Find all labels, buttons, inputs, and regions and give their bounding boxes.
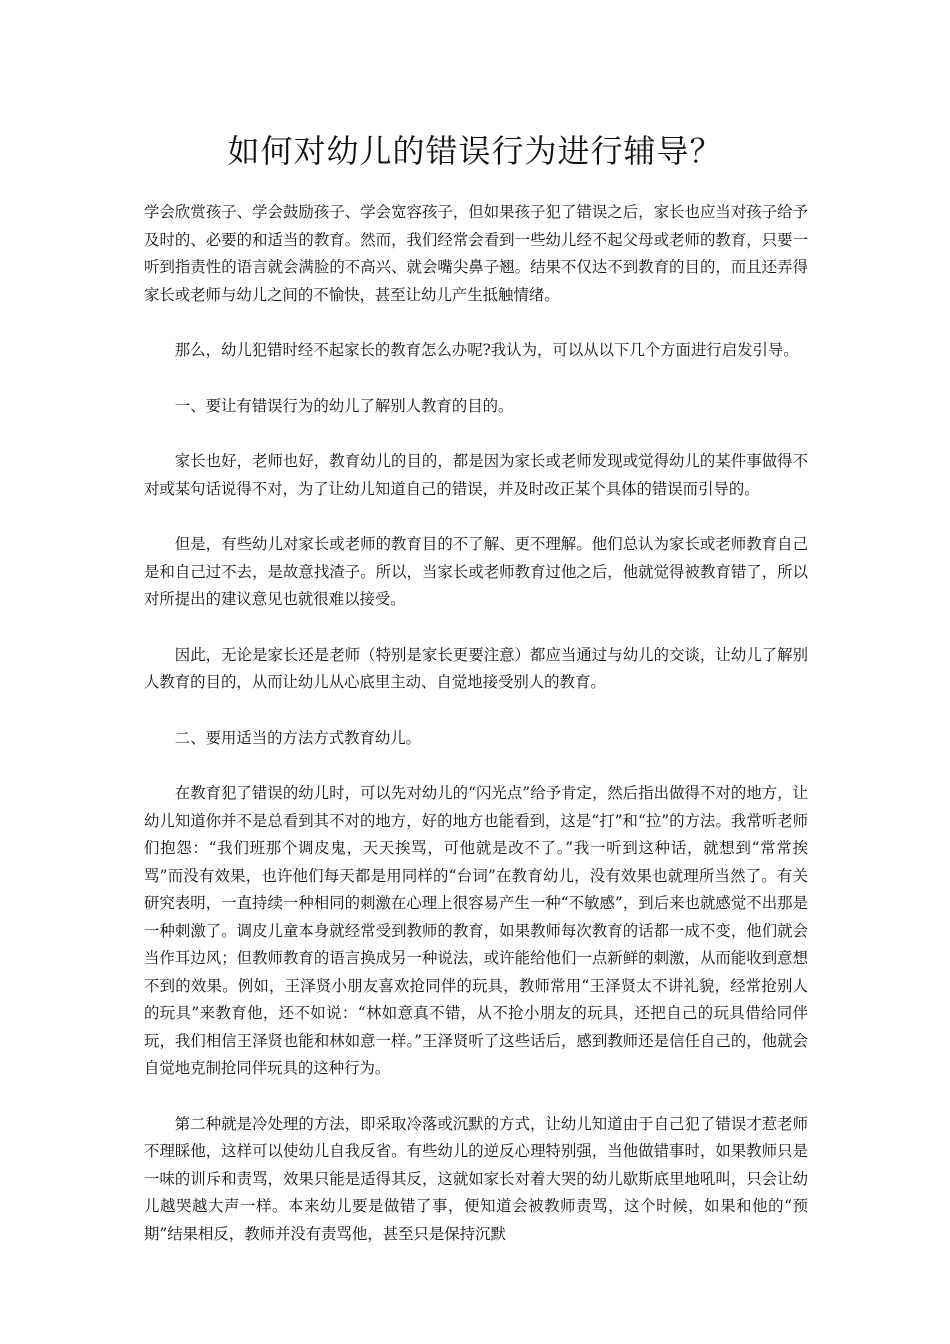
- body-paragraph: 但是，有些幼儿对家长或老师的教育目的不了解、更不理解。他们总认为家长或老师教育自己是和自己过不去，是故意找渣子。所以，当家长或老师教育过他之后，他就觉得被教育错了，所以对所提出的建议意见也就很难以接受。: [144, 535, 808, 608]
- intro-paragraph: 学会欣赏孩子、学会鼓励孩子、学会宽容孩子，但如果孩子犯了错误之后，家长也应当对孩子给予及时的、必要的和适当的教育。然而，我们经常会看到一些幼儿经不起父母或老师的教育，只要一听到指责性的语言就会满脸的不高兴、就会嘴尖鼻子翘。结果不仅达不到教育的目的，而且还弄得家长或老师与幼儿之间的不愉快，甚至让幼儿产生抵触情绪。: [144, 203, 808, 304]
- section-heading-1: 一、要让有错误行为的幼儿了解别人教育的目的。: [174, 396, 514, 415]
- section-heading-2: 二、要用适当的方法方式教育幼儿。: [174, 728, 422, 747]
- body-paragraph: 家长也好，老师也好，教育幼儿的目的，都是因为家长或老师发现或觉得幼儿的某件事做得不对或某句话说得不对，为了让幼儿知道自己的错误，并及时改正某个具体的错误而引导的。: [144, 452, 808, 498]
- body-paragraph: 第二种就是冷处理的方法，即采取冷落或沉默的方式，让幼儿知道由于自己犯了错误才惹老师不理睬他，这样可以使幼儿自我反省。有些幼儿的逆反心理特别强，当他做错事时，如果教师只是一味的训斥和责骂，效果只能是适得其反，这就如家长对着大哭的幼儿歇斯底里地吼叫，只会让幼儿越哭越大声一样。本来幼儿要是做错了事，便知道会被教师责骂，这个时候，如果和他的“预期”结果相反，教师并没有责骂他，甚至只是保持沉默: [144, 1114, 808, 1243]
- article-body: [144, 199, 808, 1276]
- page-title: 如何对幼儿的错误行为进行辅导？: [227, 132, 723, 170]
- body-paragraph: 因此，无论是家长还是老师（特别是家长更要注意）都应当通过与幼儿的交谈，让幼儿了解别人教育的目的，从而让幼儿从心底里主动、自觉地接受别人的教育。: [144, 645, 808, 691]
- body-paragraph: 在教育犯了错误的幼儿时，可以先对幼儿的“闪光点”给予肯定，然后指出做得不对的地方，让幼儿知道你并不是总看到其不对的地方，好的地方也能看到，这是“打”和“拉”的方法。我常听老师们抱怨：“我们班那个调皮鬼，天天挨骂，可他就是改不了。”我一听到这种话，就想到“常常挨骂”而没有效果，也许他们每天都是用同样的“台词”在教育幼儿，没有效果也就理所当然了。有关研究表明，一直持续一种相同的刺激在心理上很容易产生一种“不敏感”，到后来也就感觉不出那是一种刺激了。调皮儿童本身就经常受到教师的教育，如果教师每次教育的话都一成不变，他们就会当作耳边风；但教师教育的语言换成另一种说法，或许能给他们一点新鲜的刺激，从而能收到意想不到的效果。例如，王泽贤小朋友喜欢抢同伴的玩具，教师常用“王泽贤太不讲礼貌，经常抢别人的玩具”来教育他，还不如说：“林如意真不错，从不抢小朋友的玩具，还把自己的玩具借给同伴玩，我们相信王泽贤也能和林如意一样。”王泽贤听了这些话后，感到教师还是信任自己的，他就会自觉地克制抢同伴玩具的这种行为。: [144, 784, 808, 1077]
- question-paragraph: 那么，幼儿犯错时经不起家长的教育怎么办呢?我认为，可以从以下几个方面进行启发引导。: [174, 341, 799, 359]
